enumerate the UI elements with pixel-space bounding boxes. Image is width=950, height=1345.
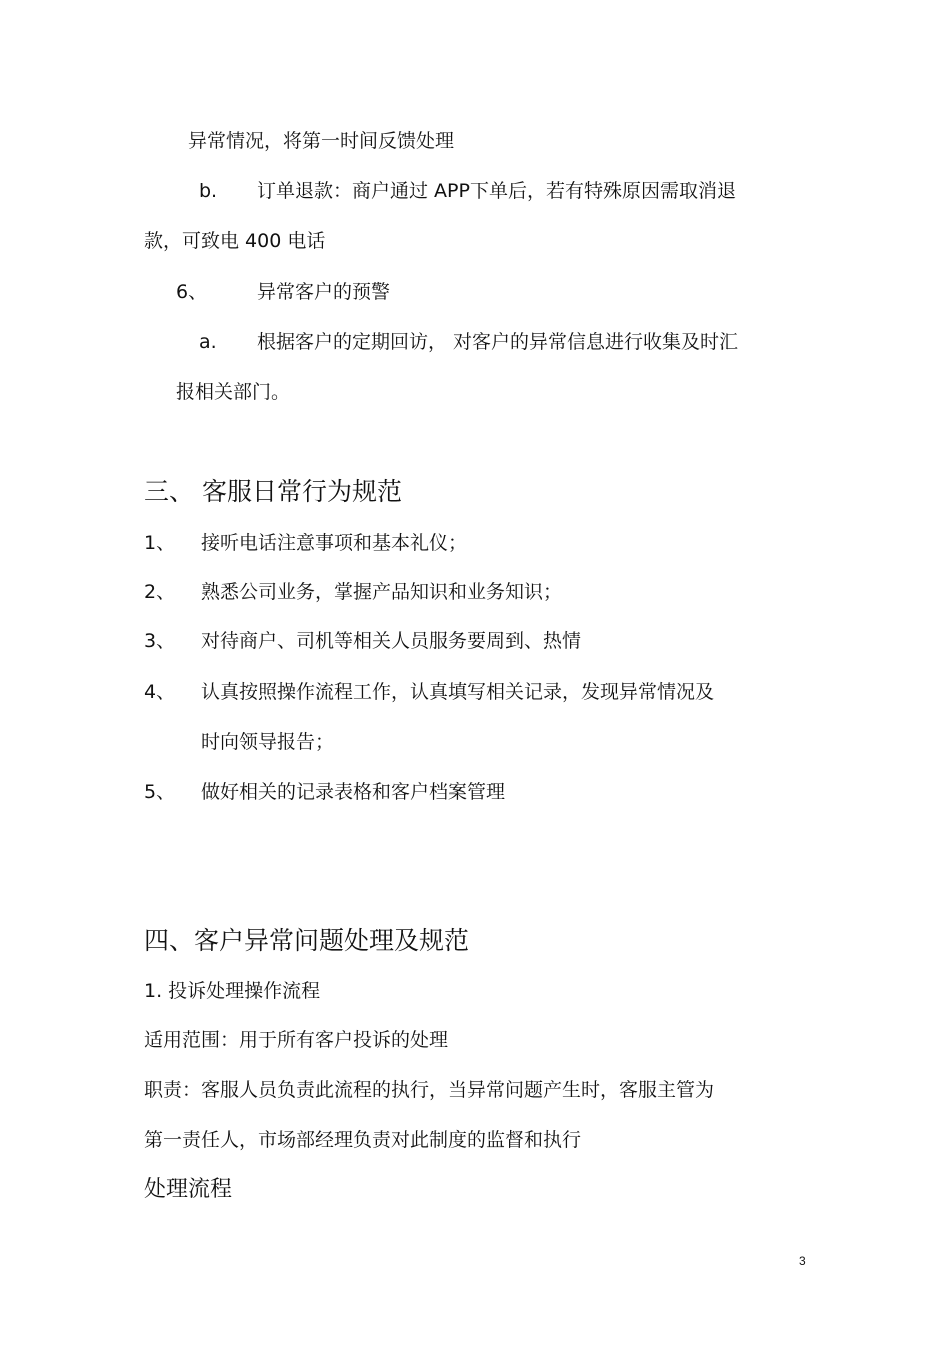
item-6-marker: 6、 (176, 281, 208, 303)
section3-item-5-text: 做好相关的记录表格和客户档案管理 (201, 781, 506, 803)
continuation-line: 异常情况，将第一时间反馈处理 (188, 130, 455, 152)
item-b-text-1: 订单退款：商户通过 APP下单后，若有特殊原因需取消退 (257, 180, 736, 202)
section4-duty-2: 第一责任人，市场部经理负责对此制度的监督和执行 (144, 1129, 582, 1151)
section3-item-3-marker: 3、 (144, 630, 176, 652)
section3-item-1-marker: 1、 (144, 532, 176, 554)
item-6-text: 异常客户的预警 (257, 281, 391, 303)
section3-item-3-text: 对待商户、司机等相关人员服务要周到、热情 (201, 630, 582, 652)
section3-item-2-marker: 2、 (144, 581, 176, 603)
item-b-text-2: 款，可致电 400 电话 (144, 230, 326, 252)
section3-item-1-text: 接听电话注意事项和基本礼仪； (201, 532, 468, 554)
section4-process: 处理流程 (144, 1177, 233, 1202)
item-b-marker: b. (199, 180, 218, 202)
section3-item-5-marker: 5、 (144, 781, 176, 803)
section3-item-4-text-2: 时向领导报告； (201, 731, 335, 753)
section3-item-4-text: 认真按照操作流程工作，认真填写相关记录，发现异常情况及 (201, 681, 715, 703)
section3-item-4-marker: 4、 (144, 681, 176, 703)
section4-sub1: 1. 投诉处理操作流程 (144, 980, 321, 1002)
item-a-text-2: 报相关部门。 (176, 381, 291, 403)
section4-duty-1: 职责：客服人员负责此流程的执行，当异常问题产生时，客服主管为 (144, 1079, 715, 1101)
section3-heading: 三、 客服日常行为规范 (144, 477, 402, 506)
section4-heading: 四、客户异常问题处理及规范 (144, 926, 470, 955)
item-a-text-1: 根据客户的定期回访， 对客户的异常信息进行收集及时汇 (257, 331, 739, 353)
page-number: 3 (799, 1254, 806, 1268)
item-a-marker: a. (199, 331, 217, 353)
section3-item-2-text: 熟悉公司业务，掌握产品知识和业务知识； (201, 581, 563, 603)
section4-scope: 适用范围：用于所有客户投诉的处理 (144, 1029, 449, 1051)
